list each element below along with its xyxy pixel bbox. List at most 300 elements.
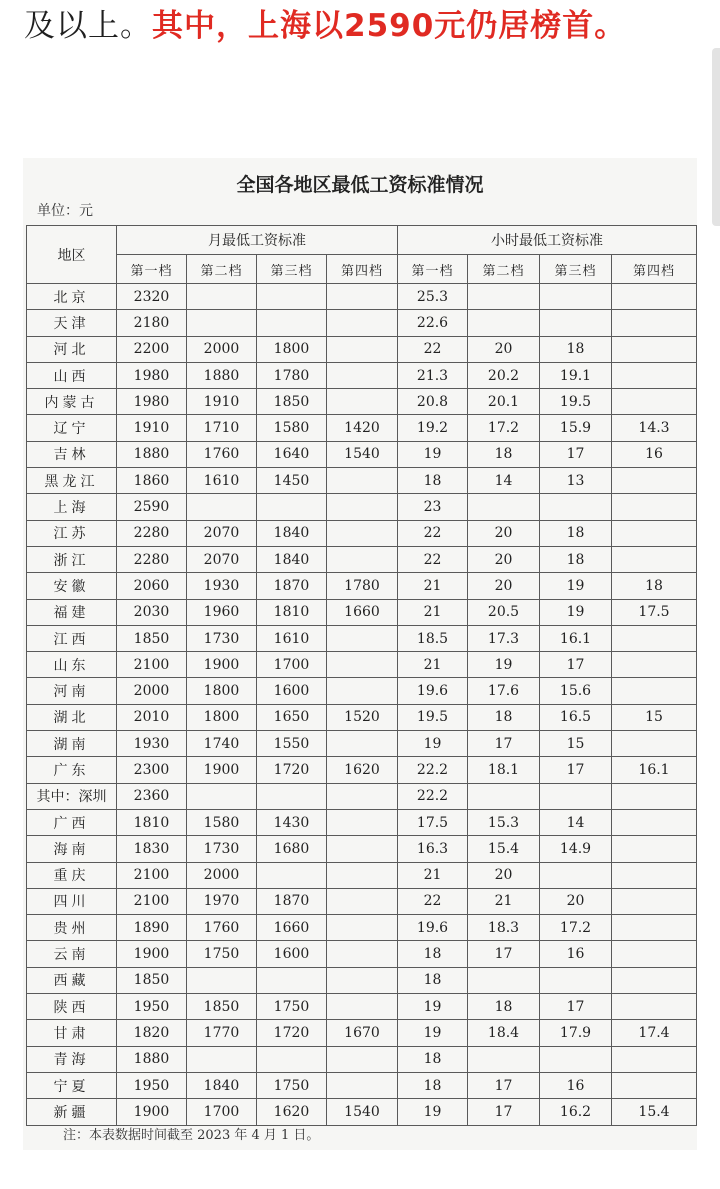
monthly-wage-cell: 1680 (257, 836, 327, 862)
monthly-wage-cell: 2590 (117, 494, 187, 520)
monthly-wage-cell: 2000 (187, 862, 257, 888)
hourly-wage-cell: 15.9 (540, 415, 612, 441)
hourly-wage-cell (612, 310, 697, 336)
hourly-wage-cell (612, 836, 697, 862)
monthly-wage-cell: 1710 (187, 415, 257, 441)
hourly-wage-cell: 19 (398, 441, 468, 467)
region-cell: 宁夏 (27, 1072, 117, 1098)
monthly-wage-cell: 1650 (257, 704, 327, 730)
hourly-wage-cell: 19 (398, 994, 468, 1020)
region-cell: 重庆 (27, 862, 117, 888)
hourly-wage-cell: 13 (540, 468, 612, 494)
monthly-wage-cell (327, 652, 398, 678)
hourly-wage-cell (540, 284, 612, 310)
hourly-wage-cell: 20 (468, 546, 540, 572)
table-row (27, 310, 697, 336)
hourly-wage-cell: 19 (398, 1099, 468, 1125)
intro-text (24, 4, 626, 48)
monthly-wage-cell: 1830 (117, 836, 187, 862)
monthly-wage-cell: 1980 (117, 389, 187, 415)
monthly-wage-cell: 1850 (117, 967, 187, 993)
region-cell: 山西 (27, 362, 117, 388)
hourly-wage-cell: 19.5 (398, 704, 468, 730)
monthly-wage-cell: 1930 (117, 731, 187, 757)
hourly-wage-cell (612, 888, 697, 914)
monthly-wage-cell: 1870 (257, 573, 327, 599)
hourly-wage-cell: 19 (398, 731, 468, 757)
monthly-wage-cell: 2010 (117, 704, 187, 730)
region-cell: 江苏 (27, 520, 117, 546)
monthly-wage-cell (327, 731, 398, 757)
hourly-wage-cell: 25.3 (398, 284, 468, 310)
hourly-wage-cell (468, 494, 540, 520)
tier-header: 第四档 (612, 255, 697, 284)
hourly-wage-cell: 16 (540, 941, 612, 967)
monthly-wage-cell (257, 783, 327, 809)
hourly-wage-cell: 18 (468, 441, 540, 467)
monthly-wage-cell (327, 362, 398, 388)
hourly-wage-cell (612, 941, 697, 967)
monthly-wage-cell (257, 494, 327, 520)
monthly-wage-cell: 2280 (117, 546, 187, 572)
hourly-wage-cell (612, 915, 697, 941)
monthly-wage-cell: 1450 (257, 468, 327, 494)
hourly-wage-cell: 17.3 (468, 625, 540, 651)
monthly-wage-cell (327, 862, 398, 888)
monthly-wage-cell: 1850 (257, 389, 327, 415)
hourly-wage-cell: 15 (612, 704, 697, 730)
monthly-wage-cell: 1540 (327, 441, 398, 467)
region-cell: 福建 (27, 599, 117, 625)
hourly-wage-cell: 15.3 (468, 809, 540, 835)
monthly-wage-cell: 1760 (187, 441, 257, 467)
tier-header: 第二档 (468, 255, 540, 284)
hourly-wage-cell: 14 (468, 468, 540, 494)
monthly-wage-cell: 1600 (257, 941, 327, 967)
monthly-wage-cell: 1800 (257, 336, 327, 362)
hourly-wage-cell (612, 546, 697, 572)
monthly-wage-cell: 1900 (187, 652, 257, 678)
hourly-header: 小时最低工资标准 (398, 226, 697, 255)
hourly-wage-cell: 21 (398, 652, 468, 678)
hourly-wage-cell (468, 967, 540, 993)
table-row (27, 336, 697, 362)
monthly-wage-cell: 1420 (327, 415, 398, 441)
monthly-wage-cell: 2070 (187, 520, 257, 546)
hourly-wage-cell: 19.2 (398, 415, 468, 441)
monthly-wage-cell: 1620 (257, 1099, 327, 1125)
monthly-wage-cell: 1910 (187, 389, 257, 415)
region-cell: 安徽 (27, 573, 117, 599)
monthly-wage-cell: 1900 (117, 1099, 187, 1125)
region-cell: 浙江 (27, 546, 117, 572)
monthly-wage-cell (257, 1046, 327, 1072)
monthly-wage-cell: 1670 (327, 1020, 398, 1046)
monthly-wage-cell (327, 546, 398, 572)
hourly-wage-cell (612, 1072, 697, 1098)
monthly-wage-cell: 1900 (117, 941, 187, 967)
hourly-wage-cell: 20 (540, 888, 612, 914)
monthly-wage-cell: 2000 (187, 336, 257, 362)
monthly-wage-cell (327, 994, 398, 1020)
table-row (27, 1020, 697, 1046)
region-cell: 陕西 (27, 994, 117, 1020)
hourly-wage-cell: 22 (398, 546, 468, 572)
monthly-wage-cell: 1620 (327, 757, 398, 783)
hourly-wage-cell (612, 494, 697, 520)
hourly-wage-cell: 18 (540, 546, 612, 572)
region-cell: 青海 (27, 1046, 117, 1072)
tier-header: 第二档 (187, 255, 257, 284)
monthly-wage-cell: 1740 (187, 731, 257, 757)
hourly-wage-cell: 18 (398, 967, 468, 993)
hourly-wage-cell: 16.2 (540, 1099, 612, 1125)
monthly-wage-cell: 1750 (257, 994, 327, 1020)
monthly-wage-cell: 1880 (187, 362, 257, 388)
hourly-wage-cell: 15.6 (540, 678, 612, 704)
hourly-wage-cell (612, 1046, 697, 1072)
hourly-wage-cell: 21 (468, 888, 540, 914)
monthly-wage-cell (327, 1072, 398, 1098)
region-cell: 贵州 (27, 915, 117, 941)
tier-header-row (27, 255, 697, 284)
monthly-wage-cell (327, 389, 398, 415)
hourly-wage-cell: 15.4 (612, 1099, 697, 1125)
monthly-wage-cell: 1540 (327, 1099, 398, 1125)
hourly-wage-cell: 19.5 (540, 389, 612, 415)
hourly-wage-cell (540, 494, 612, 520)
monthly-wage-cell: 1750 (257, 1072, 327, 1098)
table-row (27, 1099, 697, 1125)
monthly-wage-cell: 1890 (117, 915, 187, 941)
monthly-wage-cell: 1840 (257, 520, 327, 546)
hourly-wage-cell: 18 (540, 520, 612, 546)
monthly-wage-cell: 1850 (187, 994, 257, 1020)
hourly-wage-cell (612, 967, 697, 993)
monthly-wage-cell (327, 836, 398, 862)
monthly-wage-cell (257, 284, 327, 310)
hourly-wage-cell: 22 (398, 336, 468, 362)
monthly-wage-cell (327, 967, 398, 993)
hourly-wage-cell: 19 (540, 599, 612, 625)
table-row (27, 415, 697, 441)
monthly-wage-cell (327, 284, 398, 310)
hourly-wage-cell: 18.4 (468, 1020, 540, 1046)
monthly-wage-cell: 1850 (117, 625, 187, 651)
hourly-wage-cell: 16.3 (398, 836, 468, 862)
hourly-wage-cell: 18 (398, 1072, 468, 1098)
monthly-wage-cell (327, 520, 398, 546)
monthly-wage-cell: 1810 (117, 809, 187, 835)
hourly-wage-cell: 15 (540, 731, 612, 757)
monthly-wage-cell (327, 625, 398, 651)
region-cell: 广东 (27, 757, 117, 783)
hourly-wage-cell: 17 (468, 1072, 540, 1098)
table-row (27, 520, 697, 546)
monthly-wage-cell: 1880 (117, 1046, 187, 1072)
monthly-wage-cell: 2100 (117, 862, 187, 888)
region-cell: 云南 (27, 941, 117, 967)
hourly-wage-cell: 18 (398, 468, 468, 494)
monthly-wage-cell: 1970 (187, 888, 257, 914)
monthly-wage-cell: 1820 (117, 1020, 187, 1046)
table-body (27, 284, 697, 1126)
region-cell: 甘肃 (27, 1020, 117, 1046)
monthly-wage-cell: 1860 (117, 468, 187, 494)
table-row (27, 468, 697, 494)
monthly-wage-cell: 1870 (257, 888, 327, 914)
monthly-wage-cell (327, 915, 398, 941)
hourly-wage-cell: 20.2 (468, 362, 540, 388)
hourly-wage-cell (612, 520, 697, 546)
hourly-wage-cell: 21.3 (398, 362, 468, 388)
region-cell: 其中：深圳 (27, 783, 117, 809)
monthly-wage-cell: 1750 (187, 941, 257, 967)
monthly-wage-cell: 1660 (257, 915, 327, 941)
region-cell: 内蒙古 (27, 389, 117, 415)
monthly-wage-cell: 1660 (327, 599, 398, 625)
monthly-wage-cell (327, 809, 398, 835)
monthly-wage-cell (327, 336, 398, 362)
region-cell: 湖北 (27, 704, 117, 730)
monthly-wage-cell: 2280 (117, 520, 187, 546)
monthly-wage-cell: 1760 (187, 915, 257, 941)
monthly-wage-cell: 2060 (117, 573, 187, 599)
hourly-wage-cell: 21 (398, 862, 468, 888)
monthly-wage-cell: 1730 (187, 836, 257, 862)
monthly-wage-cell: 1580 (257, 415, 327, 441)
monthly-wage-cell: 1430 (257, 809, 327, 835)
hourly-wage-cell: 17 (468, 941, 540, 967)
region-cell: 湖南 (27, 731, 117, 757)
monthly-wage-cell (327, 494, 398, 520)
monthly-wage-cell: 1610 (257, 625, 327, 651)
monthly-wage-cell: 1780 (327, 573, 398, 599)
hourly-wage-cell: 18 (612, 573, 697, 599)
monthly-wage-cell (187, 967, 257, 993)
monthly-wage-cell: 1700 (187, 1099, 257, 1125)
monthly-wage-cell: 1900 (187, 757, 257, 783)
monthly-wage-cell (187, 494, 257, 520)
hourly-wage-cell (540, 862, 612, 888)
region-cell: 四川 (27, 888, 117, 914)
monthly-wage-cell: 1640 (257, 441, 327, 467)
monthly-wage-cell: 1720 (257, 757, 327, 783)
table-row (27, 284, 697, 310)
monthly-wage-cell: 1550 (257, 731, 327, 757)
monthly-wage-cell: 1950 (117, 1072, 187, 1098)
monthly-wage-cell: 2030 (117, 599, 187, 625)
hourly-wage-cell (612, 809, 697, 835)
monthly-wage-cell (257, 862, 327, 888)
hourly-wage-cell: 18 (398, 1046, 468, 1072)
tier-header: 第三档 (257, 255, 327, 284)
monthly-wage-cell: 2180 (117, 310, 187, 336)
hourly-wage-cell: 19.1 (540, 362, 612, 388)
hourly-wage-cell (612, 994, 697, 1020)
tier-header: 第四档 (327, 255, 398, 284)
hourly-wage-cell: 19.6 (398, 678, 468, 704)
intro-prefix: 及以上。 (24, 8, 152, 44)
region-cell: 河南 (27, 678, 117, 704)
monthly-wage-cell: 1910 (117, 415, 187, 441)
table-row (27, 546, 697, 572)
hourly-wage-cell: 16 (540, 1072, 612, 1098)
region-cell: 江西 (27, 625, 117, 651)
region-cell: 山东 (27, 652, 117, 678)
monthly-wage-cell (327, 310, 398, 336)
hourly-wage-cell: 18 (540, 336, 612, 362)
hourly-wage-cell: 22.6 (398, 310, 468, 336)
region-cell: 西藏 (27, 967, 117, 993)
monthly-wage-cell: 1800 (187, 678, 257, 704)
scrollbar[interactable] (712, 48, 720, 226)
region-cell: 北京 (27, 284, 117, 310)
region-cell: 黑龙江 (27, 468, 117, 494)
region-cell: 海南 (27, 836, 117, 862)
table-row (27, 441, 697, 467)
table-row (27, 599, 697, 625)
hourly-wage-cell: 19 (398, 1020, 468, 1046)
monthly-wage-cell: 1520 (327, 704, 398, 730)
hourly-wage-cell: 17 (540, 994, 612, 1020)
hourly-wage-cell: 16.1 (612, 757, 697, 783)
monthly-wage-cell: 1780 (257, 362, 327, 388)
monthly-wage-cell: 1700 (257, 652, 327, 678)
table-row (27, 1072, 697, 1098)
hourly-wage-cell: 20 (468, 862, 540, 888)
region-cell: 辽宁 (27, 415, 117, 441)
hourly-wage-cell: 17.5 (612, 599, 697, 625)
table-row (27, 915, 697, 941)
wage-table (26, 225, 697, 1126)
intro-highlight: 其中，上海以2590元仍居榜首。 (152, 8, 627, 44)
hourly-wage-cell: 20.5 (468, 599, 540, 625)
monthly-wage-cell: 1840 (257, 546, 327, 572)
table-note: 注：本表数据时间截至 2023 年 4 月 1 日。 (63, 1128, 320, 1143)
hourly-wage-cell: 19 (468, 652, 540, 678)
monthly-wage-cell: 1770 (187, 1020, 257, 1046)
hourly-wage-cell (612, 862, 697, 888)
hourly-wage-cell: 20 (468, 520, 540, 546)
hourly-wage-cell: 14 (540, 809, 612, 835)
monthly-wage-cell (187, 310, 257, 336)
table-row (27, 967, 697, 993)
region-cell: 天津 (27, 310, 117, 336)
monthly-wage-cell: 1840 (187, 1072, 257, 1098)
monthly-wage-cell: 2300 (117, 757, 187, 783)
tier-header: 第三档 (540, 255, 612, 284)
hourly-wage-cell (468, 783, 540, 809)
monthly-wage-cell: 1880 (117, 441, 187, 467)
hourly-wage-cell (540, 1046, 612, 1072)
monthly-wage-cell: 1810 (257, 599, 327, 625)
monthly-wage-cell: 2100 (117, 652, 187, 678)
monthly-wage-cell (187, 1046, 257, 1072)
table-row (27, 862, 697, 888)
table-row (27, 941, 697, 967)
hourly-wage-cell (612, 468, 697, 494)
hourly-wage-cell (612, 783, 697, 809)
hourly-wage-cell (468, 310, 540, 336)
hourly-wage-cell (612, 625, 697, 651)
hourly-wage-cell (612, 678, 697, 704)
wage-table-image (23, 158, 697, 1150)
monthly-wage-cell: 1580 (187, 809, 257, 835)
monthly-wage-cell (327, 1046, 398, 1072)
hourly-wage-cell: 16.5 (540, 704, 612, 730)
monthly-wage-cell: 2200 (117, 336, 187, 362)
region-header: 地区 (27, 226, 117, 284)
monthly-wage-cell: 1720 (257, 1020, 327, 1046)
hourly-wage-cell: 22.2 (398, 757, 468, 783)
monthly-wage-cell (327, 468, 398, 494)
hourly-wage-cell: 17.2 (468, 415, 540, 441)
tier-header: 第一档 (117, 255, 187, 284)
table-row (27, 389, 697, 415)
hourly-wage-cell (540, 310, 612, 336)
table-row (27, 783, 697, 809)
monthly-wage-cell: 2100 (117, 888, 187, 914)
monthly-wage-cell: 1610 (187, 468, 257, 494)
hourly-wage-cell (612, 389, 697, 415)
hourly-wage-cell: 21 (398, 573, 468, 599)
table-row (27, 757, 697, 783)
hourly-wage-cell: 17.5 (398, 809, 468, 835)
hourly-wage-cell: 17.6 (468, 678, 540, 704)
hourly-wage-cell: 22.2 (398, 783, 468, 809)
hourly-wage-cell: 14.9 (540, 836, 612, 862)
monthly-wage-cell: 1950 (117, 994, 187, 1020)
table-title: 全国各地区最低工资标准情况 (236, 174, 484, 196)
hourly-wage-cell: 17 (468, 1099, 540, 1125)
hourly-wage-cell (612, 731, 697, 757)
hourly-wage-cell: 17 (540, 757, 612, 783)
monthly-wage-cell: 2360 (117, 783, 187, 809)
table-row (27, 678, 697, 704)
monthly-wage-cell: 2000 (117, 678, 187, 704)
hourly-wage-cell: 22 (398, 888, 468, 914)
table-row (27, 888, 697, 914)
monthly-wage-cell (187, 783, 257, 809)
hourly-wage-cell (612, 362, 697, 388)
region-cell: 广西 (27, 809, 117, 835)
hourly-wage-cell: 20 (468, 573, 540, 599)
hourly-wage-cell: 14.3 (612, 415, 697, 441)
table-row (27, 652, 697, 678)
hourly-wage-cell: 15.4 (468, 836, 540, 862)
monthly-wage-cell (257, 967, 327, 993)
region-cell: 新疆 (27, 1099, 117, 1125)
monthly-wage-cell (187, 284, 257, 310)
hourly-wage-cell (540, 967, 612, 993)
hourly-wage-cell (612, 284, 697, 310)
table-row (27, 731, 697, 757)
tier-header: 第一档 (398, 255, 468, 284)
hourly-wage-cell: 19.6 (398, 915, 468, 941)
hourly-wage-cell: 17 (468, 731, 540, 757)
table-row (27, 494, 697, 520)
monthly-header: 月最低工资标准 (117, 226, 398, 255)
hourly-wage-cell: 23 (398, 494, 468, 520)
monthly-wage-cell: 1730 (187, 625, 257, 651)
hourly-wage-cell: 18.5 (398, 625, 468, 651)
hourly-wage-cell: 20.1 (468, 389, 540, 415)
monthly-wage-cell: 2070 (187, 546, 257, 572)
table-row (27, 809, 697, 835)
monthly-wage-cell (327, 783, 398, 809)
table-row (27, 1046, 697, 1072)
